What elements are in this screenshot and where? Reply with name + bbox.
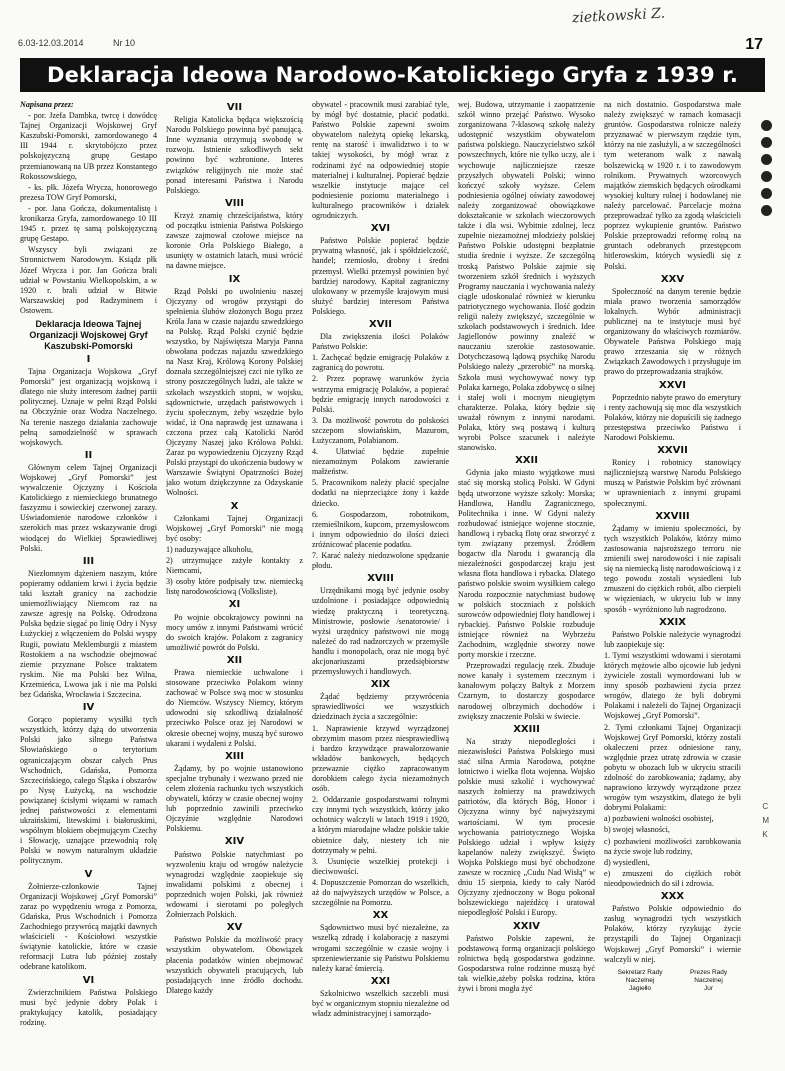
section-heading: XXIII: [513, 723, 540, 735]
list-item: b) swojej własności,: [604, 825, 670, 835]
list-item: a) pozbawieni wolności osobistej,: [604, 814, 714, 824]
section-paragraph: Urzędnikami mogą być jedynie osoby uzdolnione i posiadające odpowiednią wiedzę praktyczną i teoretyczną. Ministrowie, posłowie /senatorowie/ i wyżsi urzędnicy państwowi nie mogą należeć do rad nadzorczych w przemyśle handlu i monopolach, oraz nie mogą być akcjonariuszami przedsiębiorstw przemysłowych i handlowych.: [312, 586, 449, 677]
print-mark-k: K: [762, 830, 768, 839]
section-paragraph: Państwo Polskie popierać będzie prywatną własność, jak i spółdzielczość, handel; rzemiosło, drobny i średni przemysł. Wielki przemysł powinien być bardziej narodowy. Kapitał zagraniczny ulokowany w przemyśle krajowym musi służyć bardziej interesom Państwa Polskiego.: [312, 236, 449, 316]
section-heading: VIII: [225, 197, 244, 209]
list-item: 2. Tymi członkami Tajnej Organizacji Wojskowej Gryf Pomorski, którzy zostali okaleczeni przez odniesione rany, względnie przez utratę zdrowia w czasie pobytu w obozach lub w ukryciu stracili zdolność do zarobkowania; żądamy, aby naprawiono krzywdy wyrządzone przez wrogów tym wszystkim, dlatego że byli dobrymi Polakami:: [604, 722, 741, 813]
intro-paragraph: - ks. płk. Józefa Wrycza, honorowego prezesa TOW Gryf Pomorski,: [20, 182, 157, 202]
intro-paragraph: Wszyscy byli związani ze Stronnictwem Narodowym. Ksiądz płk Józef Wrycza i por. Jan Gończa brali udział w Powstaniu Wielkopolskim, a w 1920 r. brali udział w Bitwie Warszawskiej pod Radzyminem i Ostowem.: [20, 245, 157, 315]
list-item: 2) utrzymujące zażyłe kontakty z Niemcami,: [166, 556, 303, 576]
section-paragraph: Głównym celem Tajnej Organizacji Wojskowej „Gryf Pomorski” jest wywalczenie Ojczyzny i Kościoła Katolickiego z niemieckiego brunatnego faszyzmu i sowieckiej czerwonej zarazy. Uświadomienie narodowe członków i szerokich mas przez wskazywanie drogi wiodącej do Wielkiej Sprawiedliwej Polski.: [20, 462, 157, 553]
section-heading: X: [230, 500, 239, 512]
section-heading: XXX: [660, 891, 685, 903]
list-item: 1) naduzywające alkoholu,: [166, 544, 253, 554]
article-title: Deklaracja Ideowa Narodowo-Katolickiego Gryfa z 1939 r.: [20, 58, 765, 92]
section-paragraph: Gorąco popieramy wysiłki tych wszystkich, którzy dążą do utworzenia Polski jako silnego Państwa Słowiańskiego o terytorium ograniczającym obszar całych Prus Wschodnich, Gdańska, Pomorza Szczecińskiego, całego Śląska i obszarów po Nysę Łużycką, na wschodzie powiązanej ścisłymi więzami w ramach jednej państwowości z elementami ukraińskimi, litewskimi i białoruskimi, wspólnym blokiem obejmującym Czechy i Słowację, uznające przewodnią rolę Polski w nowym naturalnym układzie politycznym.: [20, 715, 157, 866]
section-paragraph: Niezłomnym dążeniem naszym, które popieramy oddaniem krwi i życia będzie taki kształt granicy na zachodzie uniemożliwiający Niemcom raz na zawsze agresję na Polskę. Odrodzona Polska będzie sięgać po linię Odry i Nysy Łużyckiej z włączeniem do Polski wyspy Rugii, powiatu Meklemburgii z miastem Rostokiem a na wschodzie obejmować ziemie przyznane Polsce traktatem ryskim. Nie ma Polski bez Wilna, Krzemieńca, Lwowa jak i nie ma Polski bez Gdańska, Wrocławia i Szczecina.: [20, 568, 157, 699]
intro-label: Napisana przez:: [20, 100, 74, 109]
issue-date: 6.03-12.03.2014: [18, 38, 84, 48]
binder-hole-icon: [761, 154, 772, 165]
section-paragraph: Żądamy w imieniu społeczności, by tych wszystkich Polaków, którzy mimo zastosowania najsroższego terroru nie zmienili swej narodowości i nie zapisali się na niemiecką listę narodowościową i z tego powodu zostali wysiedleni lub zmuszeni do ciężkich robót, albo cierpieli w więzieniach, w ukryciu lub w inny sposób - wyróżniono lub nagrodzono.: [604, 523, 741, 614]
list-item: 1. Naprawienie krzywd wyrządzonej obrzymim masom przez niesprawiedliwą i bardzo krzywdzące prawalorzowanie wkładów bankowych, będących przewaznie ciężko zapracowanym dorobkiem całego życia niezamożnych osób.: [312, 723, 449, 794]
section-heading: XVIII: [367, 573, 394, 585]
intro-paragraph: - por. Jana Gończa, dokumentalistę i kronikarza Gryfa, zamordowanego 10 III 1945 r. przez tę samą polskojęzyczną grupę Gestapo.: [20, 203, 157, 244]
list-item: 3) osoby które podpisały tzw. niemiecką listę narodowościową (Volksliste).: [166, 577, 303, 597]
list-item: 1. Tymi wszystkimi wdowami i sierotami których mężowie albo ojcowie lub jedyni żywiciele zostali wymordowani lub w inny sposób pozbawieni życia przez wrogów, dlatego że byli dobrymi Polakami i należeli do Tajnej Organizacji Wojskowej „Gryf Pomorski”.: [604, 650, 741, 721]
signature-secretary: Sekretarz Rady Naczelnej Jagiełło: [617, 968, 663, 992]
list-item: 6. Gospodarzom, robotnikom, rzemieślnikom, kupcom, przemysłowcom i innym odpowiednio do ilości dzieci zróżnicować płacenie podatku.: [312, 509, 449, 549]
print-mark-c: C: [762, 802, 769, 811]
section-heading: XVII: [369, 318, 392, 330]
section-heading: XVI: [370, 223, 391, 235]
section-paragraph: Państwo Polskie da możliwość pracy wszystkim obywatelom. Obowiązek płacenia podatków winien obejmować wszystkich obywateli pracujących, lub posiadających inne źródło dochodu. Dlatego każdy: [166, 935, 303, 995]
section-heading: XXIX: [659, 616, 686, 628]
signature-president: Prezes Rady Naczelnej Jur: [689, 968, 728, 992]
section-heading: XXI: [370, 975, 391, 987]
section-heading: XX: [372, 910, 389, 922]
section-paragraph: Rząd Polski po uwolnieniu naszej Ojczyzny od wrogów przystąpi do spełnienia ślubów złożonych Bogu przez Króla Jana w czasie najazdu szwedzkiego na Polskę. Rząd Polski czynić będzie wszystko, by Najświętsza Maryja Panna obwołana podczas najazdu szwedzkiego na Nasz Kraj, Królową Korony Polskiej doznała szczególniejszej czci nie tylko ze strony poszczególnych ludzi, ale także w szkołach wszystkich stopni, w wojsku, sądownictwie, urzędach państwowych i życiu społecznym, żeby wszędzie było widać, iż Ona naprawdę jest uznawana i czczona przez całą Katolicki Naród Ojczyzny Naszej jako Królowa Polski. Zaraz po wypowiedzeniu Ojczyzny Rząd Polski przystąpi do ukończenia budowy w Warszawie Świątyni Opatrzności Bożej jako wotum dziękczynne za Odzyskanie Wolności.: [166, 286, 303, 498]
section-heading: XV: [226, 922, 243, 934]
list-item: 7. Karać należy niedozwolone spędzanie płodu.: [312, 551, 449, 571]
issue-number: Nr 10: [113, 38, 136, 48]
signatures: [604, 969, 741, 993]
binder-hole-icon: [761, 120, 772, 131]
section-paragraph: Na straży niepodległości i niezawisłości Państwa Polskiego musi stać silna Armia Narodowa, potężne lotnictwo i wielka flota wojenna. Wojsko polskie musi szkolić i wychowywać naszych żołnierzy na prawdziwych patriotów, dla których Bóg, Honor i Ojczyzna winny być najwyższymi wartościami. W tym procesie wychowania patriotycznego Wojska Polskiego udział i wpływ księży kapelanów należy zwiększyć. Święto Wojska Polskiego musi być obchodzone zawsze w rocznicę „Cudu Nad Wisłą” w dniu 15 sierpnia, kiedy to cały Naród Ojczyzny zjednoczony w Bogu pokonał bolszewickiego najeźdźcę i uratował niepodległość Polski i Europy.: [458, 736, 595, 918]
handwritten-note: zietkowski Z.: [571, 5, 666, 27]
section-paragraph: Żołnierze-członkowie Tajnej Organizacji Wojskowej „Gryf Pomorski” zaraz po wypędzeniu wroga z Pomorza, Gdańska, Prus Wschodnich i Pomorza Zachodniego przywrócą majątki dawnych właścicieli - Kościołowi wszystkie świątynie katolickie, które w czasie reformacji Lutra lub później zostały odebrane katolikom.: [20, 881, 157, 972]
section-paragraph: Tajna Organizacja Wojskowa „Gryf Pomorski” jest organizacją wojskową i dlatego nie służy interesom żadnej partii politycznej. Uznaje w pełni Rząd Polski na Obczyźnie oraz Wodza Naczelnego. Na terenie naszego działania zachowuje pełną samodzielność w sprawach wojskowych.: [20, 367, 157, 447]
list-item: d) wysiedleni,: [604, 857, 650, 867]
section-heading: XXIV: [513, 920, 540, 932]
list-item: 5. Pracownikom należy płacić specjalne dodatki na nieprzeciążce żony i każde dziecko.: [312, 478, 449, 508]
list-item: e) zmuszeni do ciężkich robót nieodpowiednich do sił i zdrowia.: [604, 868, 741, 888]
section-heading: XXV: [660, 273, 685, 285]
list-item: 1. Zachęcać będzie emigrację Polaków z zagranicą do powrotu.: [312, 353, 449, 373]
section-heading: VII: [226, 102, 243, 113]
section-paragraph: Ronicy i robotnicy stanowiący najliczniejszą warstwę Narodu Polskiego muszą w Państwie Polskim być zrównani w uprawnieniach z innymi grupami społecznymi.: [604, 458, 741, 508]
section-paragraph: Państwo Polskie należycie wynagrodzi lub zaopiekuje się:: [604, 629, 741, 649]
section-heading: XXII: [515, 455, 538, 467]
section-heading: XIX: [370, 679, 391, 691]
section-paragraph: wej. Budowa, utrzymanie i zaopatrzenie szkół winno przejąć Państwo. Wysoko zorganizowana 7-klasową szkołę należy udostępnić wszystkim obywatelom państwa polskiego. Nauczycielstwo szkół powszechnych, które nie tylko uczy, ale i wychowuje najliczniejsze rzesze przyszłych obywateli Polski; winno kończyć szkoły wyższe. Celem podniesienia ogólnej oświaty zawodowej należy zorganizować obowiązkowe dokształcanie w szkołach wieczorowych także i dla wsi. Wybitnie zdolnej, lecz zupełnie niezamożnej młodzieży polskiej Państwo Polskie udostępni bezpłatnie studia średnie i wyższe. Ze szczególną troską Państwo Polskie zajmie się tworzeniem szkół średnich i wyższych Programy nauczania i wychowania należy ciągle udoskonalać również w kierunku patriotycznego wychowania. Ilość godzin religii należy zwiększyć, szczególnie w szkołach podstawowych i średnich. Idee Jagiellonów powinny znaleźć w nauczaniu szerokie zastosowanie. Dotychczasową lądową psychikę Narodu Polskiego należy „przerobić” na morską. Szkoła musi wychowywać nowy typ Polaka karnego, Polaka zdobywcę o silnej i stałej woli i mocnym nieugiętym charakterze. Polaka, który będzie się uważał równym z innymi narodami. Polaka, który swą postawą i kulturą wyrobi Polsce szacunek i należyte stanowisko.: [458, 100, 595, 453]
section-paragraph: Żądamy, by po wojnie ustanowiono specjalne trybunały i wezwano przed nie celem złożenia rachunku tych wszystkich obywateli, którzy w czasie obecnej wojny lub poprzednio zawinili przeciwko Ojczyźnie względnie Narodowi Polskiemu.: [166, 763, 303, 834]
column-2: [166, 100, 303, 1060]
column-5: [604, 100, 741, 1060]
section-paragraph: Dla zwiększenia ilości Polaków Państwo Polskie:: [312, 332, 449, 352]
section-heading: III: [82, 555, 95, 567]
section-paragraph: Szkolnictwo wszelkich szczebli musi być w organicznym stopniu niezależne od władz administracyjnej i samorządo-: [312, 988, 449, 1019]
section-paragraph: Żądać będziemy przywrócenia sprawiedliwości we wszystkich dziedzinach życia a szczególnie:: [312, 692, 449, 722]
section-paragraph: Krzyż znamię chrześcijaństwa, który od początku istnienia Państwa Polskiego zawsze zajmował czołowe miejsce na koronie Orła Polskiego Białego, a usunięty w ostatnich latach, musi wrócić na dawne miejsce.: [166, 210, 303, 271]
section-paragraph: Po wojnie obcokrajowcy powinni na mocy umów z innymi Państwami wrócić do swoich krajów. Polakom z zagranicy umożliwić powrót do Polski.: [166, 612, 303, 652]
section-heading: XXVII: [657, 445, 688, 457]
column-3: [312, 100, 449, 1060]
list-item: 3. Da możliwość powrotu do polskości szczepom słowiańskim, Mazurom, Łużyczanom, Polabianom.: [312, 415, 449, 445]
section-paragraph: Społeczność na danym terenie będzie miała prawo tworzenia samorządów lokalnych. Wybór administracji publicznej na te instytucje musi być organizowany do właściwych rozmiarów. Obywatele Państwa Polskiego mają prawo zrzeszania się w różnych Związkach Zawodowych i przysługuje im prawo do przeprowadzania strajków.: [604, 286, 741, 377]
section-paragraph: Sądownictwo musi być niezależne, za wszelką zdradę i kolaborację z naszymi wrogami szczególnie w czasie wojny i sprzeniewierzanie się Państwu Polskiemu należy karać śmiercią.: [312, 923, 449, 973]
section-heading: II: [84, 449, 93, 461]
list-item: 4. Ułatwiać będzie zupełnie niezamożnym Polakom zawieranie małżeństw.: [312, 447, 449, 477]
binder-hole-icon: [761, 188, 772, 199]
intro-paragraph: - por. Jzefa Dambka, twrcę i dowódcę Tajnej Organizacji Wojskowej Gryf Kaszubski-Pomorski, zamordowanego 4 III 1944 r. skrytobójczo przez polskojęzyczną grupę Gestapo przemianowaną na UB przez Konstantego Rokossowskiego,: [20, 111, 157, 181]
list-item: 3. Usunięcie wszelkiej protekcji i dieciwowości.: [312, 856, 449, 876]
section-heading: V: [84, 868, 93, 880]
binder-hole-icon: [761, 137, 772, 148]
section-heading: XIV: [224, 836, 245, 848]
page-number: 17: [745, 36, 763, 53]
print-mark-m: M: [762, 816, 769, 825]
section-paragraph: Prawa niemieckie uchwalone i stosowane przeciwko Polakom winny zachować w Polsce swą moc w stosunku do Niemców. Wszyscy Niemcy, którym udowodni się szkodliwą działalność przeciwko Polsce oraz jej Narodowi w okresie obecnej wojny, muszą być surowo ukarani i wydaleni z Polski.: [166, 667, 303, 748]
list-item: 4. Dopuszczenie Pomorzan do wszelkich, aż do najwyższych urzędów w Polsce, a szczególnie na Pomorzu.: [312, 877, 449, 908]
section-paragraph: Zwierzchnikiem Państwa Polskiego musi być jedynie dobry Polak i praktykujący katolik, posiadający rodzinę.: [20, 987, 157, 1027]
list-item: 2. Przez poprawę warunków życia wstrzyma emigrację Polaków, a popierać będzie emigrację innych narodowości z Polski.: [312, 374, 449, 414]
page-header: [18, 38, 767, 52]
section-heading: IX: [228, 273, 241, 285]
binder-holes: [761, 120, 775, 222]
section-heading: XXVI: [659, 379, 686, 391]
binder-hole-icon: [761, 205, 772, 216]
article-body: [20, 100, 745, 1060]
section-paragraph: Religia Katolicka będąca większością Narodu Polskiego powinna być panującą. Inne wyznania otrzymują swobodę w rozwoju. Istnienie szkodliwych sekt powinno być wzbronione. Interes związków religijnych nie może stać ponad interesami Państwa i Narodu Polskiego.: [166, 115, 303, 195]
section-paragraph: Państwo Polskie zapewni, że podstawową formą organizacji polskiego rolnictwa będą gospodarstwa godzinne. Gospodarstwa rolne rodzinne muszą być tak wielkie,ażeby polska rodzina, która żywi i broni mogła żyć: [458, 933, 595, 994]
section-paragraph: obywatel - pracownik musi zarabiać tyle, by mógł być dostatnie, płacić podatki. Państwo Polskie zapewni swoim obywatelom należytą opiekę lekarską, rentę na starość i inwalidztwo i to w takiej wysokości, by mógł wraz z rodzinami żyć na odpowiedniej stopie materialnej i kulturalnej. Popierać będzie wszelkie instytucje mające cel podniesienie poziomu materialnego i kulturalnego pracowników i działek ogrodniczych.: [312, 100, 449, 221]
declaration-subtitle: Deklaracja Ideowa Tajnej Organizacji Wojskowej Gryf Kaszubski-Pomorski: [29, 318, 148, 351]
print-marks: [762, 800, 769, 842]
list-item: 2. Oddarzanie gospodarstwami rolnymi czy innymi tych wszystkich, którzy jako ochotnicy walczyli w latach 1919 i 1920, a którym miarodajne władze polskie takie obietnice dały, niestety ich nie dotrzymały w pełni.: [312, 795, 449, 855]
section-paragraph: Przeprowadzi regulację rzek. Zbuduje nowe kanały i systemem rzecznym i kanałowym połączy Bałtyk z Morzem Czarnym, to dostarczy gospodarce narodowej olbrzymich dochodów i zwiększy znaczenie Polski w świecie.: [458, 661, 595, 721]
section-paragraph: Państwo Polskie odpowiednio do zasług wynagrodzi tych wszystkich Polaków, którzy ryzykując życie przystąpili do Tajnej Organizacji Wojskowej „Gryf Pomorski” i wiernie walczyli w niej.: [604, 904, 741, 964]
section-heading: XXVIII: [655, 510, 690, 522]
section-heading: XII: [226, 654, 243, 666]
section-heading: VI: [82, 974, 95, 986]
section-paragraph: Gdynia jako miasto wyjątkowe musi stać się morską stolicą Polski. W Gdyni będą utworzone wyższe szkoły: Morska; Handlowa, Handlu Zagranicznego, Politechnika i inne. W Gdyni należy rozbudować istniejące wojenne stocznie, handlową i rybacką flotę oraz stworzyć z tym związany przemysł. Źródłem bogactw dla Narodu i gwarancją dla niezależności gospodarczej kraju jest własna flota handlowa i rybacka. Dlatego państwo polskie swoim wysiłkiem całego Narodu rozpocznie natychmiast budowę w polskich stoczniach z polskich surowców odpowiedniej floty handlowej i rybackiej. Państwo Polskie rozbuduje istniejące również na Wybrzeżu Zachodnim, względnie stworzy nowe porty morskie i rzeczne.: [458, 468, 595, 660]
section-paragraph: Członkami Tajnej Organizacji Wojskowej „Gryf Pomorski” nie mogą być osoby:: [166, 513, 303, 543]
section-paragraph: Państwo Polskie natychmiast po wyzwoleniu kraju od wrogów należycie wynagrodzi względnie zaopiekuje się inwalidami polskimi z obecnej i poprzednich wojen Polski, jak również wdowami i sierotami po poległych Żołnierzach Polskich.: [166, 849, 303, 920]
column-1: [20, 100, 157, 1060]
section-heading: IV: [82, 702, 95, 714]
section-heading: XIII: [225, 750, 244, 762]
column-4: [458, 100, 595, 1060]
section-paragraph: Poprzednio nabyte prawo do emerytury i renty zachowują się moc dla wszystkich Polaków, którzy nie dopuścili się żadnego przestępstwa przeciwko Państwu i Narodowi Polskiemu.: [604, 392, 741, 442]
section-heading: XI: [228, 599, 241, 611]
section-heading: I: [86, 353, 91, 365]
section-paragraph: na nich dostatnio. Gospodarstwa małe należy zwiększyć w ramach komasacji gruntów. Gospodarstwa rolnicze należy przyznawać w pierwszym rzędzie tym, którzy na nie zasłużyli, a w szczególności tym weteranom walk z nawałą bolszewicką w 1920 r. i to zawodowym rolnikom. Prywatnych wzorcowych majątków ziemskich będących ośrodkami wysokiej kultury rolnej i hodowlanej nie należy parcelować. Parcelacje można przeprowadzać tylko za zgodą właścicieli poprzez wykupienie gruntów. Państwo Polskie przeprowadzi reformę rolną na gruntach odebranych przestępcom hitlerowskim, których wysiedli się z Polski.: [604, 100, 741, 271]
list-item: c) pozbawieni możliwości zarobkowania na życie swoje lub rodziny,: [604, 836, 741, 856]
binder-hole-icon: [761, 171, 772, 182]
